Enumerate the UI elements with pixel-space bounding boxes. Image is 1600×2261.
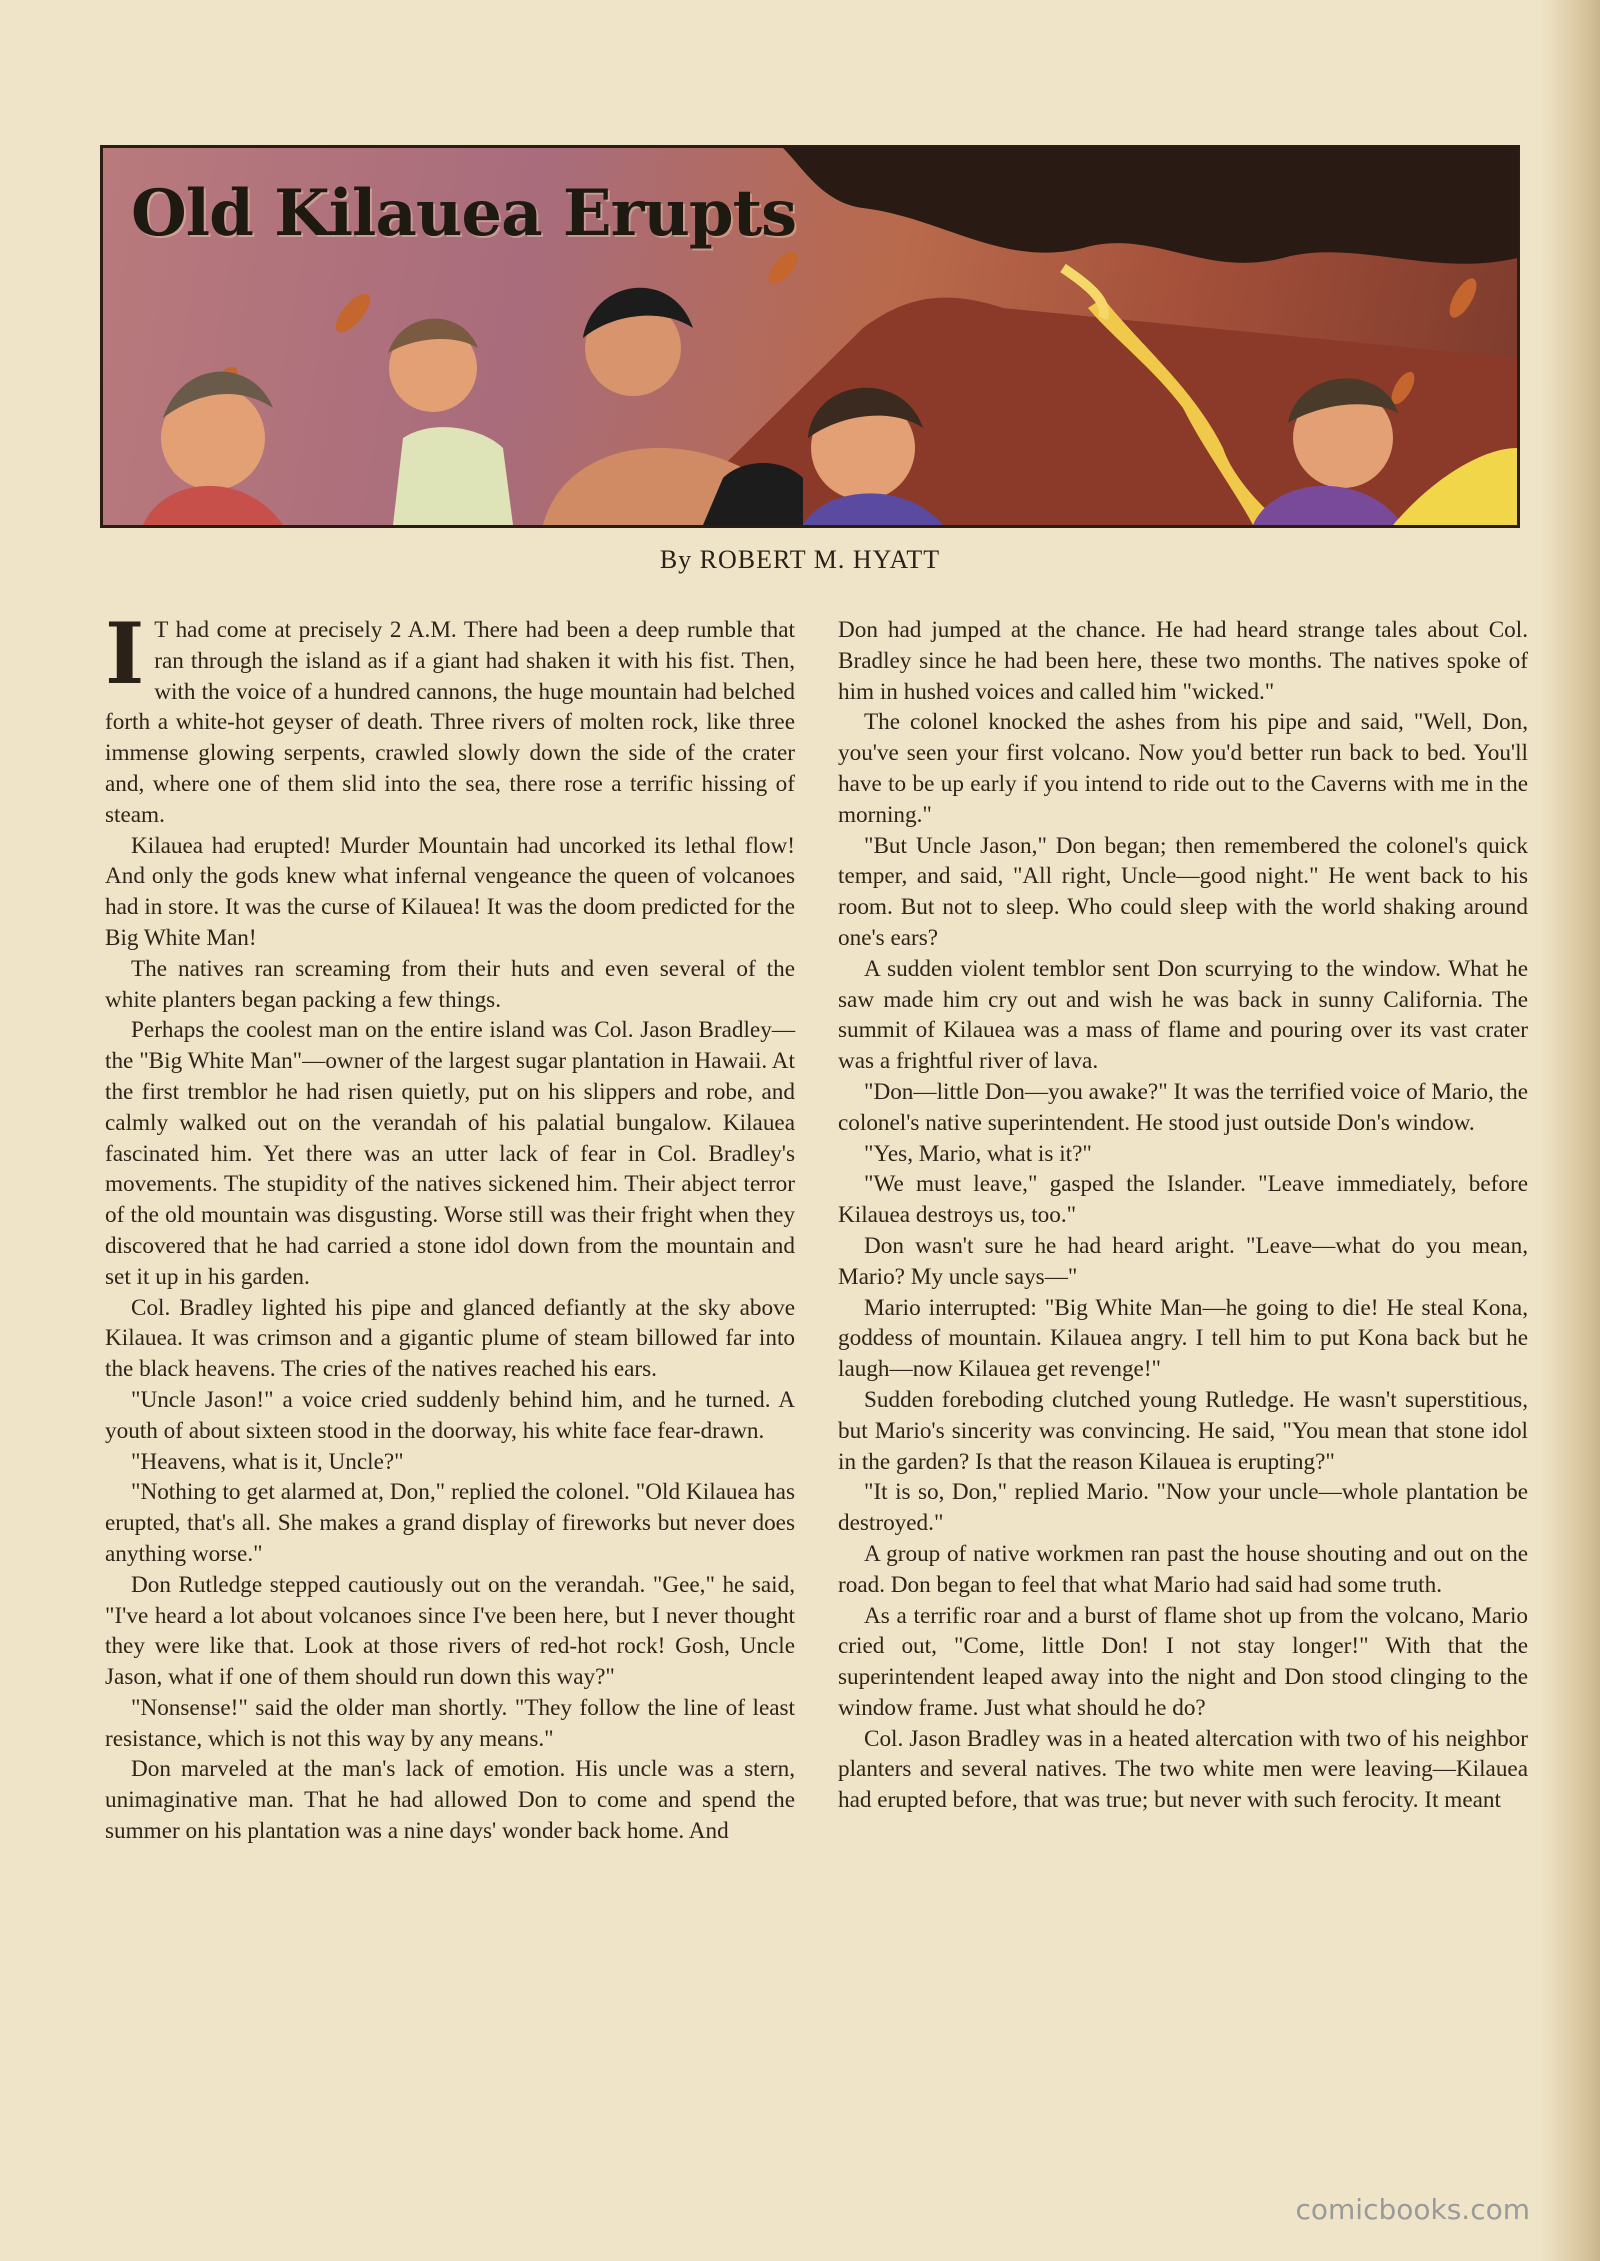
paragraph: As a terrific roar and a burst of flame shot up from the volcano, Mario cried out, "Come, little Don! I not stay longer!" With that the superintendent leaped away into the night and Don stood clinging to the window frame. Just what should he do? [838, 1602, 1528, 1721]
byline: By ROBERT M. HYATT [659, 545, 941, 574]
paragraph: Don wasn't sure he had heard aright. "Leave—what do you mean, Mario? My uncle says—" [838, 1232, 1528, 1290]
site-watermark: comicbooks.com [1295, 2193, 1530, 2226]
paragraph: Don had jumped at the chance. He had heard strange tales about Col. Bradley since he had been here, these two months. The natives spoke of him in hushed voices and called him "wicked." [838, 617, 1528, 705]
left-column [105, 604, 795, 1847]
paragraph: Col. Jason Bradley was in a heated altercation with two of his neighbor planters and several natives. The two white men were leaving—Kilauea had erupted before, that was true; but never with such ferocity. It meant [838, 1725, 1528, 1814]
paragraph: Kilauea had erupted! Murder Mountain had uncorked its lethal flow! And only the gods knew what infernal vengeance the queen of volcanoes had in store. It was the curse of Kilauea! It was the doom predicted for the Big White Man! [105, 832, 795, 951]
paragraph: I T had come at precisely 2 A.M. There had been a deep rumble that ran through the island as if a giant had shaken it with his fist. Then, with the voice of a hundred cannons, the huge mountain had belched forth a white-hot geyser of death. Three rivers of molten rock, like three immense glowing serpents, crawled slowly down the side of the crater and, where one of them slid into the sea, there rose a terrific hissing of steam. [105, 604, 795, 828]
title-illustration [100, 145, 1520, 528]
paragraph: "Nonsense!" said the older man shortly. "They follow the line of least resistance, which is not this way by any means." [105, 1694, 795, 1752]
paragraph: "It is so, Don," replied Mario. "Now your uncle—whole plantation be destroyed." [838, 1479, 1528, 1537]
page-edge-shadow [1540, 0, 1600, 2261]
paragraph: Don Rutledge stepped cautiously out on the verandah. "Gee," he said, "I've heard a lot about volcanoes since I've been here, but I never thought they were like that. Look at those rivers of red-hot rock! Gosh, Uncle Jason, what if one of them should run down this way?" [105, 1571, 795, 1691]
paragraph: Mario interrupted: "Big White Man—he going to die! He steal Kona, goddess of mountain. Kilauea angry. I tell him to put Kona back but he laugh—now Kilauea get revenge!" [838, 1294, 1528, 1383]
paragraph: The colonel knocked the ashes from his pipe and said, "Well, Don, you've seen your first volcano. Now you'd better run back to bed. You'll have to be up early if you intend to ride out to the Caverns with me in the morning." [838, 709, 1528, 828]
paragraph: "But Uncle Jason," Don began; then remembered the colonel's quick temper, and said, "All right, Uncle—good night." He went back to his room. But not to sleep. Who could sleep with the world shaking around one's ears? [838, 832, 1528, 951]
paragraph: "We must leave," gasped the Islander. "Leave immediately, before Kilauea destroys us, too." [838, 1171, 1528, 1229]
paragraph: A sudden violent temblor sent Don scurrying to the window. What he saw made him cry out and wish he was back in sunny California. The summit of Kilauea was a mass of flame and pouring over its vast crater was a frightful river of lava. [838, 955, 1528, 1075]
paragraph: "Heavens, what is it, Uncle?" [131, 1448, 404, 1475]
drop-cap: I [105, 604, 145, 703]
paragraph: "Don—little Don—you awake?" It was the terrified voice of Mario, the colonel's native superintendent. He stood just outside Don's window. [838, 1078, 1528, 1136]
paragraph: Perhaps the coolest man on the entire island was Col. Jason Bradley—the "Big White Man"—owner of the largest sugar plantation in Hawaii. At the first tremblor he had risen quietly, put on his slippers and robe, and calmly walked out on the verandah of his palatial bungalow. Kilauea fascinated him. Yet there was an utter lack of fear in Col. Bradley's movements. The stupidity of the natives sickened him. Their abject terror of the old mountain was disgusting. Worse still was their fright when they discovered that he had carried a stone idol down from the mountain and set it up in his garden. [105, 1017, 795, 1290]
paragraph: Sudden foreboding clutched young Rutledge. He wasn't superstitious, but Mario's sincerity was convincing. He said, "You mean that stone idol in the garden? Is that the reason Kilauea is erupting?" [838, 1386, 1528, 1475]
story-title: Old Kilauea Erupts [131, 176, 797, 251]
paragraph: Don marveled at the man's lack of emotion. His uncle was a stern, unimaginative man. That he had allowed Don to come and spend the summer on his plantation was a nine days' wonder back home. And [105, 1756, 795, 1845]
right-column [838, 615, 1528, 1816]
paragraph: "Uncle Jason!" a voice cried suddenly behind him, and he turned. A youth of about sixteen stood in the doorway, his white face fear-drawn. [105, 1386, 795, 1444]
paragraph: "Yes, Mario, what is it?" [864, 1140, 1092, 1167]
paragraph: Col. Bradley lighted his pipe and glanced defiantly at the sky above Kilauea. It was crimson and a gigantic plume of steam billowed far into the black heavens. The cries of the natives reached his ears. [105, 1294, 795, 1383]
paragraph: The natives ran screaming from their huts and even several of the white planters began packing a few things. [105, 955, 795, 1013]
paragraph: "Nothing to get alarmed at, Don," replied the colonel. "Old Kilauea has erupted, that's all. She makes a grand display of fireworks but never does anything worse." [105, 1479, 795, 1567]
paragraph: A group of native workmen ran past the house shouting and out on the road. Don began to feel that what Mario had said had some truth. [838, 1540, 1528, 1598]
